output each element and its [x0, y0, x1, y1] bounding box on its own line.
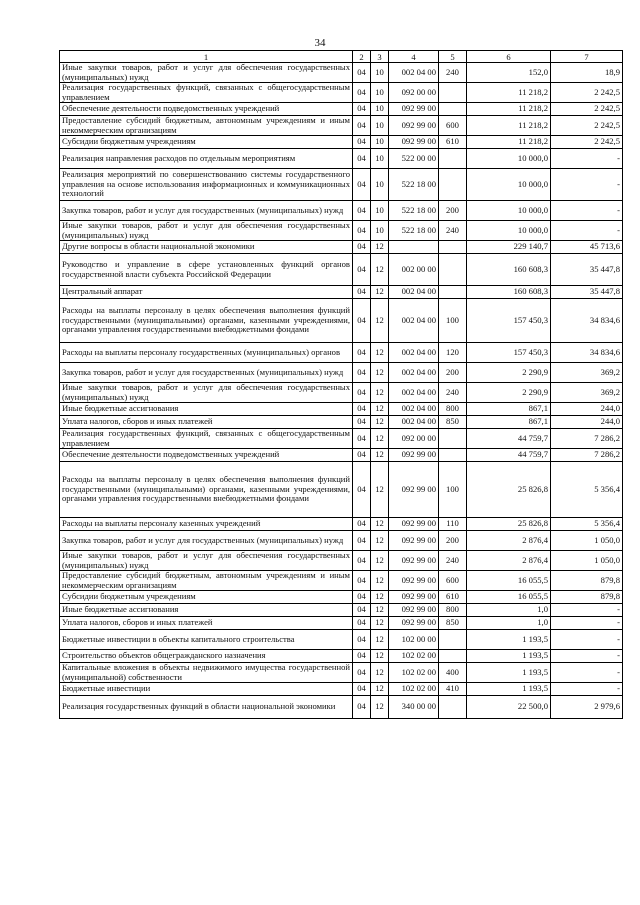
cell-amount: 157 450,3	[467, 299, 551, 343]
cell-target-article: 522 18 00	[389, 221, 439, 241]
cell-name: Строительство объектов общегражданского назначения	[60, 650, 353, 663]
cell-subsection: 12	[371, 531, 389, 551]
cell-expense-type: 240	[439, 551, 467, 571]
cell-amount: 1,0	[467, 604, 551, 617]
cell-executed: 369,2	[551, 363, 623, 383]
table-row	[60, 416, 623, 429]
cell-subsection: 10	[371, 136, 389, 149]
cell-expense-type: 240	[439, 221, 467, 241]
cell-name: Другие вопросы в области национальной экономики	[60, 241, 353, 254]
cell-subsection: 10	[371, 221, 389, 241]
table-row	[60, 63, 623, 83]
cell-amount: 867,1	[467, 416, 551, 429]
cell-subsection: 12	[371, 663, 389, 683]
cell-subsection: 12	[371, 551, 389, 571]
cell-amount: 10 000,0	[467, 201, 551, 221]
cell-name: Иные закупки товаров, работ и услуг для обеспечения государственных (муниципальных) нужд	[60, 383, 353, 403]
cell-executed: -	[551, 650, 623, 663]
cell-name: Уплата налогов, сборов и иных платежей	[60, 416, 353, 429]
cell-section: 04	[353, 149, 371, 169]
cell-section: 04	[353, 604, 371, 617]
cell-target-article: 002 04 00	[389, 363, 439, 383]
cell-target-article: 002 04 00	[389, 416, 439, 429]
table-row	[60, 103, 623, 116]
cell-subsection: 10	[371, 169, 389, 201]
cell-section: 04	[353, 241, 371, 254]
cell-subsection: 10	[371, 201, 389, 221]
cell-target-article: 002 04 00	[389, 286, 439, 299]
cell-amount: 867,1	[467, 403, 551, 416]
cell-expense-type: 200	[439, 531, 467, 551]
cell-section: 04	[353, 617, 371, 630]
cell-section: 04	[353, 136, 371, 149]
cell-executed: 1 050,0	[551, 531, 623, 551]
cell-section: 04	[353, 63, 371, 83]
cell-section: 04	[353, 429, 371, 449]
table-row	[60, 462, 623, 518]
cell-section: 04	[353, 103, 371, 116]
cell-subsection: 10	[371, 149, 389, 169]
cell-executed: -	[551, 630, 623, 650]
cell-subsection: 12	[371, 571, 389, 591]
cell-expense-type	[439, 449, 467, 462]
cell-target-article: 002 04 00	[389, 403, 439, 416]
cell-target-article: 522 00 00	[389, 149, 439, 169]
cell-name: Иные закупки товаров, работ и услуг для обеспечения государственных (муниципальных) нужд	[60, 63, 353, 83]
page-number: 34	[314, 37, 326, 49]
table-row	[60, 591, 623, 604]
cell-section: 04	[353, 650, 371, 663]
cell-amount: 2 290,9	[467, 363, 551, 383]
cell-target-article: 092 99 00	[389, 591, 439, 604]
cell-subsection: 12	[371, 286, 389, 299]
cell-subsection: 12	[371, 254, 389, 286]
cell-executed: 879,8	[551, 591, 623, 604]
cell-target-article: 092 99 00	[389, 617, 439, 630]
cell-subsection: 12	[371, 650, 389, 663]
cell-section: 04	[353, 169, 371, 201]
cell-name: Обеспечение деятельности подведомственных учреждений	[60, 449, 353, 462]
cell-executed: -	[551, 221, 623, 241]
cell-section: 04	[353, 403, 371, 416]
cell-target-article: 092 99 00	[389, 103, 439, 116]
cell-amount: 11 218,2	[467, 136, 551, 149]
cell-name: Реализация мероприятий по совершенствованию системы государственного управления на основе использования информационных и коммуникационных технологий	[60, 169, 353, 201]
table-row	[60, 169, 623, 201]
cell-section: 04	[353, 462, 371, 518]
cell-amount: 1 193,5	[467, 650, 551, 663]
cell-amount: 229 140,7	[467, 241, 551, 254]
cell-name: Бюджетные инвестиции в объекты капитального строительства	[60, 630, 353, 650]
cell-amount: 22 500,0	[467, 696, 551, 719]
cell-amount: 10 000,0	[467, 149, 551, 169]
cell-amount: 11 218,2	[467, 116, 551, 136]
cell-expense-type	[439, 241, 467, 254]
cell-expense-type: 850	[439, 617, 467, 630]
table-row	[60, 286, 623, 299]
cell-subsection: 12	[371, 617, 389, 630]
cell-executed: 18,9	[551, 63, 623, 83]
column-header: 2	[353, 51, 371, 63]
cell-executed: -	[551, 683, 623, 696]
cell-expense-type	[439, 650, 467, 663]
cell-executed: -	[551, 604, 623, 617]
cell-name: Предоставление субсидий бюджетным, автономным учреждениям и иным некоммерческим организациям	[60, 571, 353, 591]
cell-section: 04	[353, 83, 371, 103]
table-row	[60, 241, 623, 254]
cell-expense-type: 800	[439, 604, 467, 617]
cell-executed: -	[551, 663, 623, 683]
cell-expense-type	[439, 103, 467, 116]
cell-name: Бюджетные инвестиции	[60, 683, 353, 696]
table-row	[60, 363, 623, 383]
cell-amount: 10 000,0	[467, 169, 551, 201]
cell-amount: 1,0	[467, 617, 551, 630]
cell-section: 04	[353, 630, 371, 650]
cell-name: Расходы на выплаты персоналу в целях обеспечения выполнения функций государственными (муниципальными) органами, казенными учреждениями, органами управления государственными внебюджетными фондами	[60, 299, 353, 343]
cell-name: Уплата налогов, сборов и иных платежей	[60, 617, 353, 630]
cell-subsection: 12	[371, 683, 389, 696]
cell-expense-type: 600	[439, 116, 467, 136]
cell-name: Расходы на выплаты персоналу в целях обеспечения выполнения функций государственными (муниципальными) органами, казенными учреждениями, органами управления государственными внебюджетными фондами	[60, 462, 353, 518]
cell-section: 04	[353, 518, 371, 531]
table-row	[60, 617, 623, 630]
cell-name: Реализация направления расходов по отдельным мероприятиям	[60, 149, 353, 169]
cell-name: Обеспечение деятельности подведомственных учреждений	[60, 103, 353, 116]
cell-subsection: 12	[371, 383, 389, 403]
cell-target-article: 092 99 00	[389, 551, 439, 571]
cell-expense-type: 400	[439, 663, 467, 683]
cell-subsection: 10	[371, 63, 389, 83]
cell-section: 04	[353, 663, 371, 683]
cell-target-article: 522 18 00	[389, 201, 439, 221]
cell-subsection: 12	[371, 696, 389, 719]
cell-target-article: 102 02 00	[389, 663, 439, 683]
cell-target-article: 092 99 00	[389, 604, 439, 617]
cell-target-article: 092 99 00	[389, 136, 439, 149]
cell-expense-type	[439, 149, 467, 169]
cell-target-article: 102 02 00	[389, 650, 439, 663]
cell-section: 04	[353, 221, 371, 241]
cell-section: 04	[353, 531, 371, 551]
table-row	[60, 571, 623, 591]
cell-name: Расходы на выплаты персоналу казенных учреждений	[60, 518, 353, 531]
cell-target-article	[389, 241, 439, 254]
cell-amount: 10 000,0	[467, 221, 551, 241]
cell-executed: -	[551, 169, 623, 201]
cell-executed: -	[551, 149, 623, 169]
cell-section: 04	[353, 299, 371, 343]
cell-target-article: 522 18 00	[389, 169, 439, 201]
table-row	[60, 343, 623, 363]
cell-target-article: 340 00 00	[389, 696, 439, 719]
cell-expense-type	[439, 254, 467, 286]
cell-executed: 244,0	[551, 416, 623, 429]
cell-expense-type: 120	[439, 343, 467, 363]
table-row	[60, 149, 623, 169]
cell-amount: 11 218,2	[467, 83, 551, 103]
cell-expense-type	[439, 429, 467, 449]
cell-subsection: 12	[371, 299, 389, 343]
cell-amount: 160 608,3	[467, 286, 551, 299]
column-header: 7	[551, 51, 623, 63]
column-header: 5	[439, 51, 467, 63]
cell-target-article: 102 00 00	[389, 630, 439, 650]
cell-amount: 160 608,3	[467, 254, 551, 286]
cell-section: 04	[353, 201, 371, 221]
column-header: 6	[467, 51, 551, 63]
column-header: 3	[371, 51, 389, 63]
cell-target-article: 102 02 00	[389, 683, 439, 696]
cell-expense-type	[439, 169, 467, 201]
cell-executed: 7 286,2	[551, 449, 623, 462]
cell-expense-type	[439, 630, 467, 650]
table-body	[60, 63, 623, 719]
cell-target-article: 002 04 00	[389, 299, 439, 343]
cell-target-article: 092 99 00	[389, 449, 439, 462]
cell-subsection: 12	[371, 429, 389, 449]
cell-expense-type: 610	[439, 136, 467, 149]
cell-executed: 1 050,0	[551, 551, 623, 571]
column-header: 4	[389, 51, 439, 63]
cell-amount: 2 876,4	[467, 551, 551, 571]
cell-target-article: 002 04 00	[389, 63, 439, 83]
header-row	[60, 51, 623, 63]
cell-name: Капитальные вложения в объекты недвижимого имущества государственной (муниципальной) собственности	[60, 663, 353, 683]
table-row	[60, 403, 623, 416]
cell-executed: 7 286,2	[551, 429, 623, 449]
cell-section: 04	[353, 383, 371, 403]
cell-amount: 157 450,3	[467, 343, 551, 363]
cell-subsection: 12	[371, 416, 389, 429]
cell-subsection: 12	[371, 591, 389, 604]
cell-target-article: 092 99 00	[389, 531, 439, 551]
cell-name: Иные закупки товаров, работ и услуг для обеспечения государственных (муниципальных) нужд	[60, 221, 353, 241]
cell-executed: 2 242,5	[551, 136, 623, 149]
cell-target-article: 092 99 00	[389, 518, 439, 531]
cell-executed: -	[551, 617, 623, 630]
cell-expense-type: 240	[439, 383, 467, 403]
cell-section: 04	[353, 254, 371, 286]
cell-amount: 25 826,8	[467, 518, 551, 531]
cell-name: Закупка товаров, работ и услуг для государственных (муниципальных) нужд	[60, 363, 353, 383]
cell-name: Реализация государственных функций, связанных с общегосударственным управлением	[60, 429, 353, 449]
cell-executed: 2 242,5	[551, 83, 623, 103]
cell-target-article: 092 00 00	[389, 83, 439, 103]
cell-expense-type: 800	[439, 403, 467, 416]
table-row	[60, 201, 623, 221]
cell-name: Закупка товаров, работ и услуг для государственных (муниципальных) нужд	[60, 201, 353, 221]
cell-subsection: 10	[371, 103, 389, 116]
table-row	[60, 449, 623, 462]
table-row	[60, 531, 623, 551]
cell-expense-type: 410	[439, 683, 467, 696]
cell-subsection: 12	[371, 630, 389, 650]
cell-executed: 45 713,6	[551, 241, 623, 254]
cell-name: Субсидии бюджетным учреждениям	[60, 591, 353, 604]
cell-target-article: 092 99 00	[389, 462, 439, 518]
table-row	[60, 136, 623, 149]
cell-name: Реализация государственных функций в области национальной экономики	[60, 696, 353, 719]
table-row	[60, 663, 623, 683]
column-header: 1	[60, 51, 353, 63]
cell-executed: 34 834,6	[551, 343, 623, 363]
cell-amount: 2 290,9	[467, 383, 551, 403]
cell-subsection: 10	[371, 83, 389, 103]
cell-expense-type	[439, 696, 467, 719]
cell-target-article: 002 04 00	[389, 383, 439, 403]
cell-executed: 35 447,8	[551, 286, 623, 299]
cell-name: Центральный аппарат	[60, 286, 353, 299]
table-row	[60, 299, 623, 343]
table-row	[60, 116, 623, 136]
cell-subsection: 12	[371, 462, 389, 518]
cell-subsection: 12	[371, 449, 389, 462]
cell-section: 04	[353, 286, 371, 299]
cell-subsection: 12	[371, 241, 389, 254]
cell-expense-type: 610	[439, 591, 467, 604]
cell-section: 04	[353, 343, 371, 363]
cell-executed: 2 242,5	[551, 103, 623, 116]
cell-section: 04	[353, 591, 371, 604]
cell-amount: 44 759,7	[467, 429, 551, 449]
cell-name: Субсидии бюджетным учреждениям	[60, 136, 353, 149]
table-row	[60, 429, 623, 449]
cell-name: Руководство и управление в сфере установленных функций органов государственной власти субъекта Российской Федерации	[60, 254, 353, 286]
cell-amount: 1 193,5	[467, 663, 551, 683]
cell-expense-type	[439, 83, 467, 103]
cell-subsection: 12	[371, 343, 389, 363]
cell-section: 04	[353, 551, 371, 571]
cell-section: 04	[353, 571, 371, 591]
cell-name: Иные закупки товаров, работ и услуг для обеспечения государственных (муниципальных) нужд	[60, 551, 353, 571]
cell-expense-type: 110	[439, 518, 467, 531]
cell-expense-type: 850	[439, 416, 467, 429]
cell-amount: 1 193,5	[467, 683, 551, 696]
cell-name: Реализация государственных функций, связанных с общегосударственным управлением	[60, 83, 353, 103]
cell-amount: 25 826,8	[467, 462, 551, 518]
cell-executed: 2 242,5	[551, 116, 623, 136]
cell-subsection: 12	[371, 518, 389, 531]
cell-amount: 152,0	[467, 63, 551, 83]
table-row	[60, 650, 623, 663]
cell-target-article: 092 99 00	[389, 571, 439, 591]
cell-amount: 44 759,7	[467, 449, 551, 462]
cell-amount: 2 876,4	[467, 531, 551, 551]
cell-executed: 34 834,6	[551, 299, 623, 343]
table-row	[60, 518, 623, 531]
cell-name: Закупка товаров, работ и услуг для государственных (муниципальных) нужд	[60, 531, 353, 551]
cell-subsection: 12	[371, 604, 389, 617]
cell-subsection: 10	[371, 116, 389, 136]
cell-section: 04	[353, 116, 371, 136]
cell-expense-type	[439, 286, 467, 299]
cell-subsection: 12	[371, 363, 389, 383]
cell-name: Иные бюджетные ассигнования	[60, 403, 353, 416]
cell-amount: 16 055,5	[467, 591, 551, 604]
table-row	[60, 630, 623, 650]
cell-target-article: 002 04 00	[389, 343, 439, 363]
cell-executed: 879,8	[551, 571, 623, 591]
cell-expense-type: 600	[439, 571, 467, 591]
cell-executed: 2 979,6	[551, 696, 623, 719]
cell-executed: -	[551, 201, 623, 221]
cell-section: 04	[353, 363, 371, 383]
cell-expense-type: 200	[439, 201, 467, 221]
cell-executed: 5 356,4	[551, 462, 623, 518]
cell-target-article: 092 00 00	[389, 429, 439, 449]
table-row	[60, 604, 623, 617]
cell-expense-type: 100	[439, 462, 467, 518]
table-row	[60, 254, 623, 286]
cell-executed: 369,2	[551, 383, 623, 403]
table-row	[60, 683, 623, 696]
cell-amount: 11 218,2	[467, 103, 551, 116]
cell-subsection: 12	[371, 403, 389, 416]
cell-name: Расходы на выплаты персоналу государственных (муниципальных) органов	[60, 343, 353, 363]
table-row	[60, 696, 623, 719]
budget-table	[59, 50, 623, 719]
table-row	[60, 551, 623, 571]
cell-target-article: 092 99 00	[389, 116, 439, 136]
table-row	[60, 83, 623, 103]
cell-executed: 244,0	[551, 403, 623, 416]
cell-expense-type: 240	[439, 63, 467, 83]
cell-expense-type: 200	[439, 363, 467, 383]
cell-name: Иные бюджетные ассигнования	[60, 604, 353, 617]
cell-section: 04	[353, 449, 371, 462]
table-row	[60, 383, 623, 403]
cell-name: Предоставление субсидий бюджетным, автономным учреждениям и иным некоммерческим организациям	[60, 116, 353, 136]
cell-target-article: 002 00 00	[389, 254, 439, 286]
cell-section: 04	[353, 683, 371, 696]
cell-expense-type: 100	[439, 299, 467, 343]
cell-amount: 16 055,5	[467, 571, 551, 591]
table-row	[60, 221, 623, 241]
cell-amount: 1 193,5	[467, 630, 551, 650]
cell-section: 04	[353, 696, 371, 719]
cell-section: 04	[353, 416, 371, 429]
cell-executed: 5 356,4	[551, 518, 623, 531]
cell-executed: 35 447,8	[551, 254, 623, 286]
